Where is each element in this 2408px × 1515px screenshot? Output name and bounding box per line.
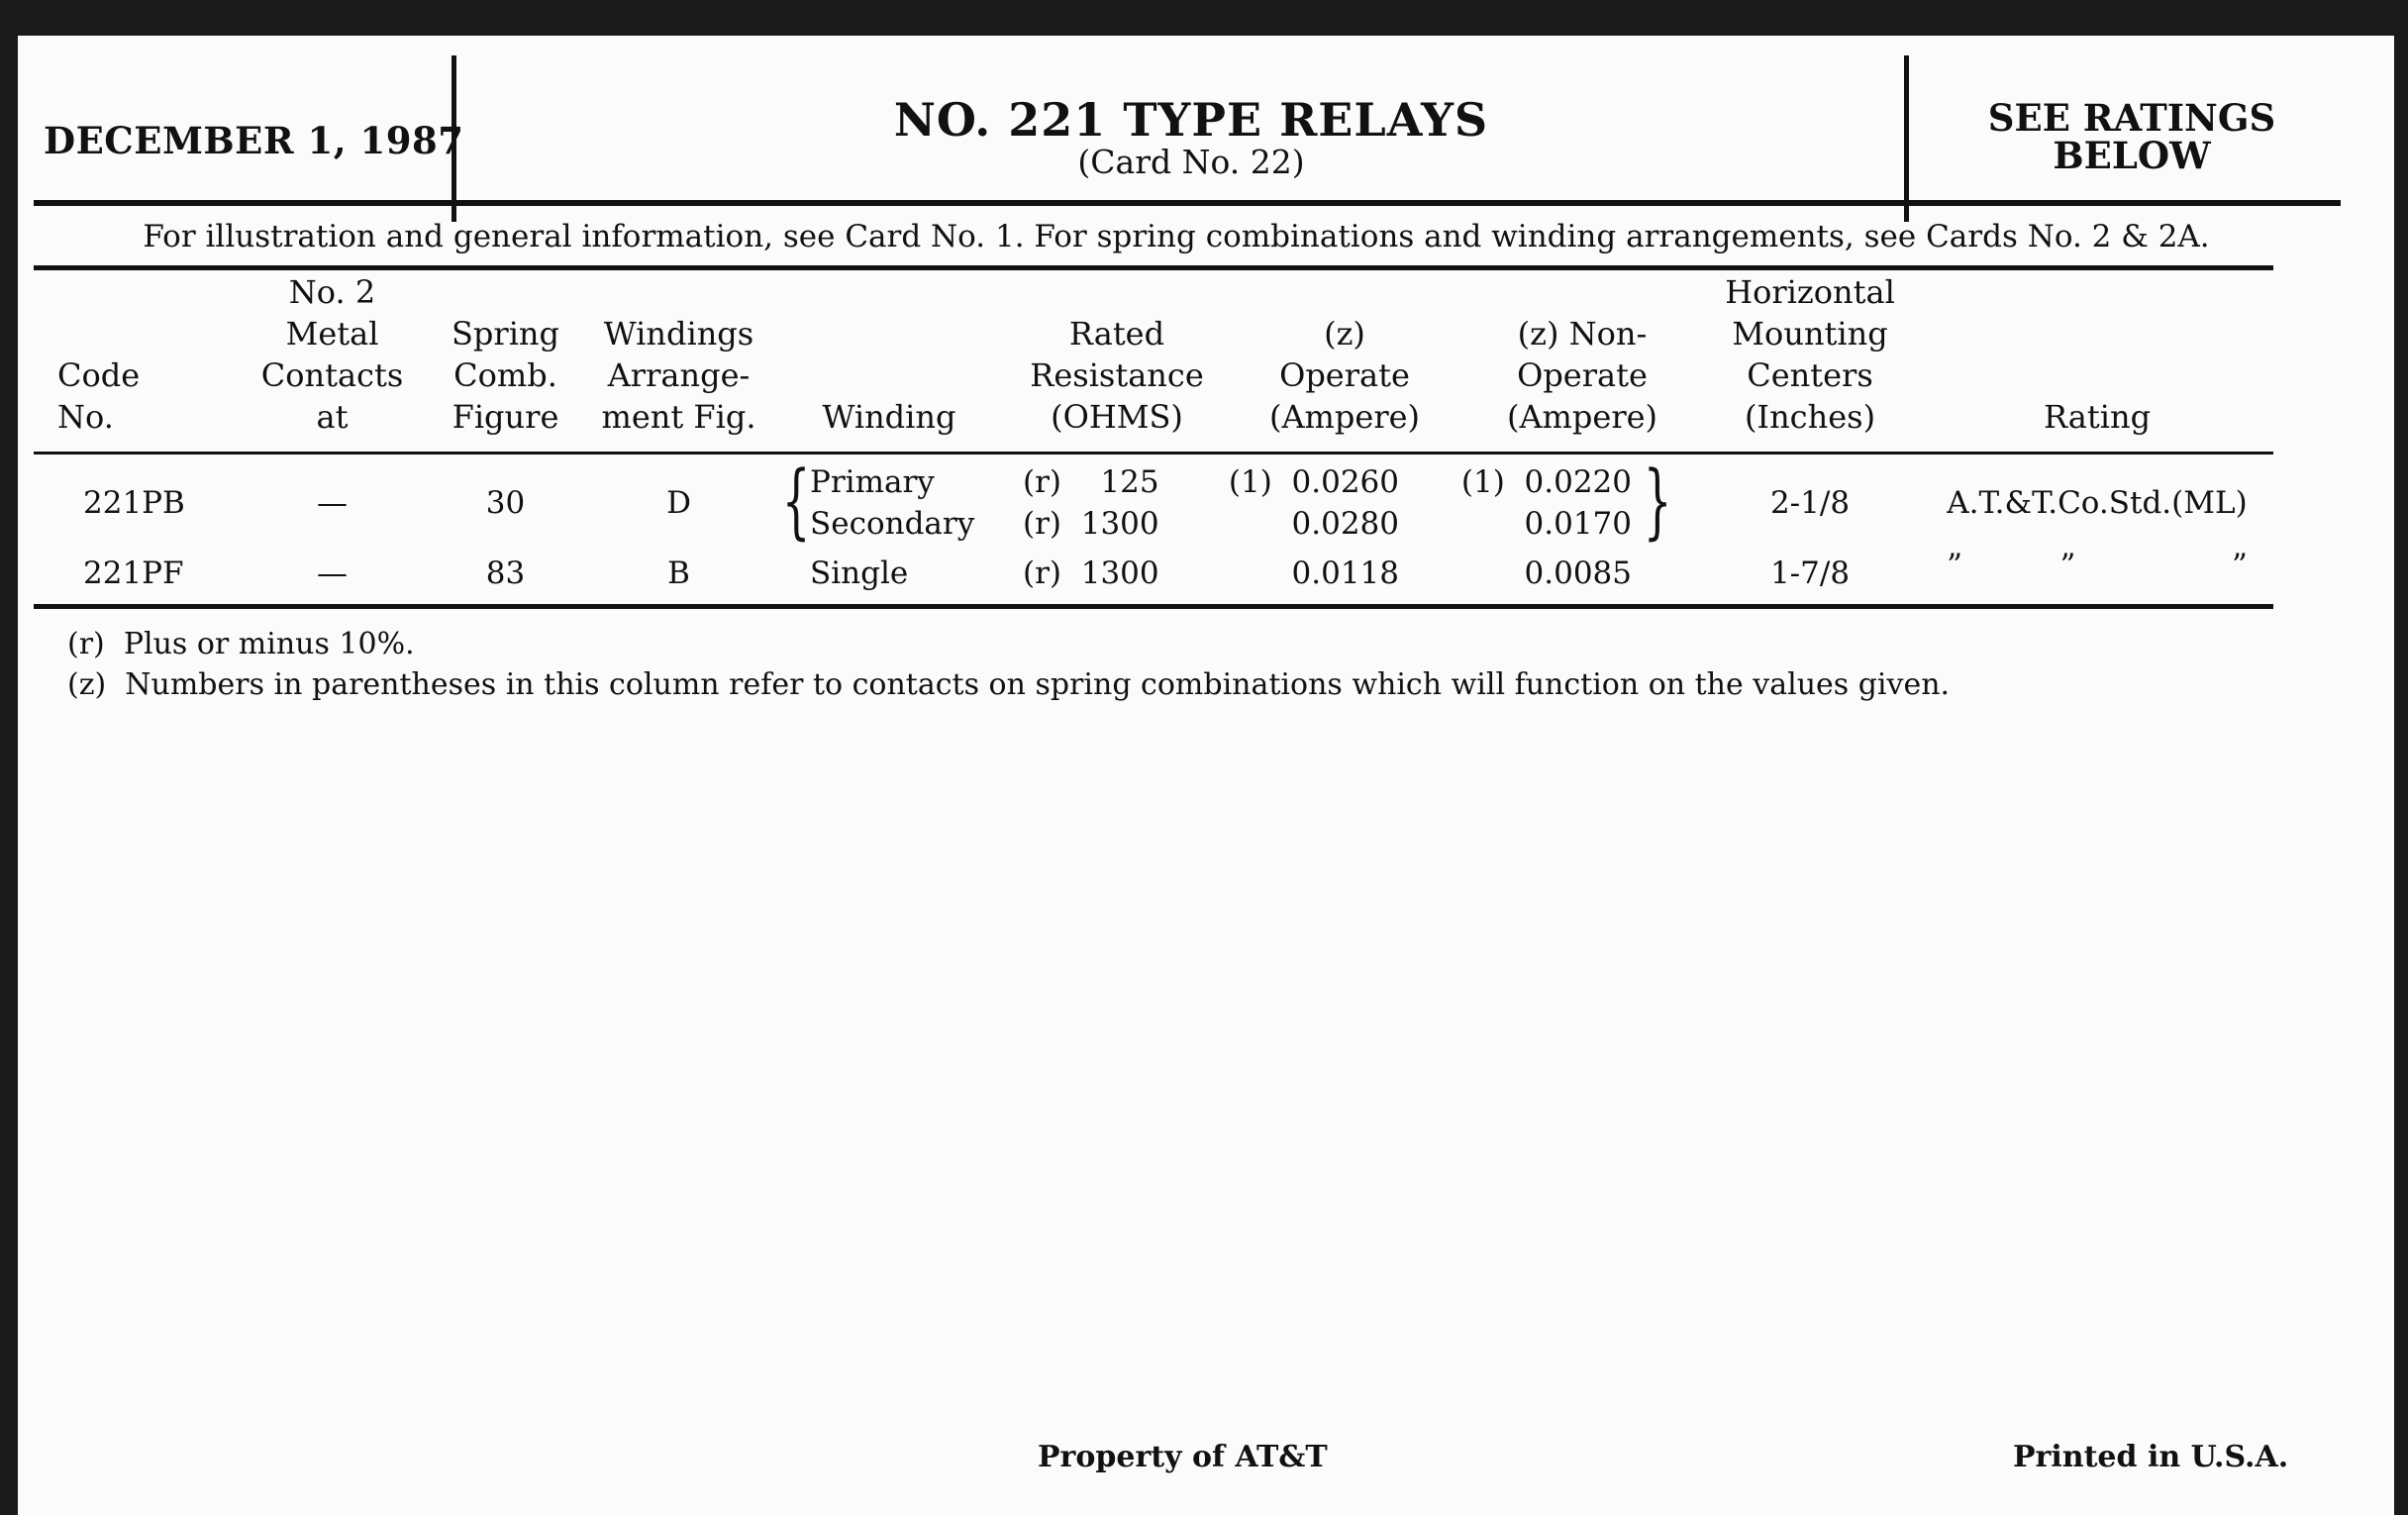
header-row-rule — [34, 452, 2273, 454]
col-nonoperate: (z) Non- Operate (Ampere) — [1506, 315, 1658, 436]
row-nonoperate-primary: (1) 0.0220 — [1460, 464, 1632, 500]
col-contacts: No. 2 Metal Contacts at — [260, 273, 404, 436]
row-code: 221PB — [83, 485, 185, 521]
col-mounting: Horizontal Mounting Centers (Inches) — [1725, 273, 1895, 436]
table-top-rule — [34, 265, 2273, 270]
col-winding: Winding — [822, 398, 956, 436]
page-title: NO. 221 TYPE RELAYS — [893, 93, 1489, 147]
row-spring: 30 — [485, 485, 526, 521]
row-code: 221PF — [83, 556, 184, 591]
col-rating: Rating — [2043, 398, 2152, 436]
row-rating: A.T.&T.Co.Std.(ML) — [1947, 485, 2248, 521]
row-arrangement: B — [667, 556, 690, 591]
row-spring: 83 — [485, 556, 526, 591]
general-info: For illustration and general information, see Card No. 1. For spring combinations and winding arrangements, see Cards No. 2 & 2A. — [143, 219, 2210, 254]
row-mounting: 2-1/8 — [1769, 485, 1851, 521]
row-rating: ” ” ” — [1947, 548, 2248, 583]
left-brace-icon: { — [781, 454, 811, 549]
card-date: DECEMBER 1, 1987 — [44, 119, 464, 162]
row-resistance-primary: (r) 125 — [1023, 464, 1159, 500]
col-arrangement: Windings Arrange- ment Fig. — [601, 315, 756, 436]
row-operate-primary: (1) 0.0260 — [1228, 464, 1399, 500]
col-resistance: Rated Resistance (OHMS) — [1030, 315, 1204, 436]
row-operate: 0.0118 — [1291, 556, 1399, 591]
note-z: (z) Numbers in parentheses in this column refer to contacts on spring combinations which will function on the values given. — [67, 667, 1951, 702]
header-rule — [34, 200, 2341, 206]
relay-card — [18, 36, 2394, 1515]
row-mounting: 1-7/8 — [1769, 556, 1851, 591]
footer-property: Property of AT&T — [1038, 1440, 1328, 1474]
card-number: (Card No. 22) — [1077, 143, 1305, 181]
row-contacts: — — [317, 556, 348, 591]
col-operate: (z) Operate (Ampere) — [1268, 315, 1421, 436]
ratings-note — [1939, 96, 2325, 177]
col-spring: Spring Comb. Figure — [451, 315, 560, 436]
right-brace-icon: } — [1643, 454, 1672, 549]
ratings-note-text: SEE RATINGS BELOW — [1987, 96, 2276, 177]
col-code: Code No. — [57, 356, 141, 436]
row-winding: Single — [810, 556, 909, 591]
row-resistance-secondary: (r) 1300 — [1023, 506, 1159, 542]
note-r: (r) Plus or minus 10%. — [67, 627, 415, 661]
row-arrangement: D — [666, 485, 691, 521]
row-winding-primary: Primary — [810, 464, 935, 500]
table-bottom-rule — [34, 604, 2273, 609]
row-operate-secondary: 0.0280 — [1291, 506, 1399, 542]
row-nonoperate-secondary: 0.0170 — [1524, 506, 1632, 542]
row-contacts: — — [317, 485, 348, 521]
footer-printed: Printed in U.S.A. — [2013, 1440, 2289, 1474]
row-winding-secondary: Secondary — [810, 506, 975, 542]
row-resistance: (r) 1300 — [1023, 556, 1159, 591]
row-nonoperate: 0.0085 — [1524, 556, 1632, 591]
